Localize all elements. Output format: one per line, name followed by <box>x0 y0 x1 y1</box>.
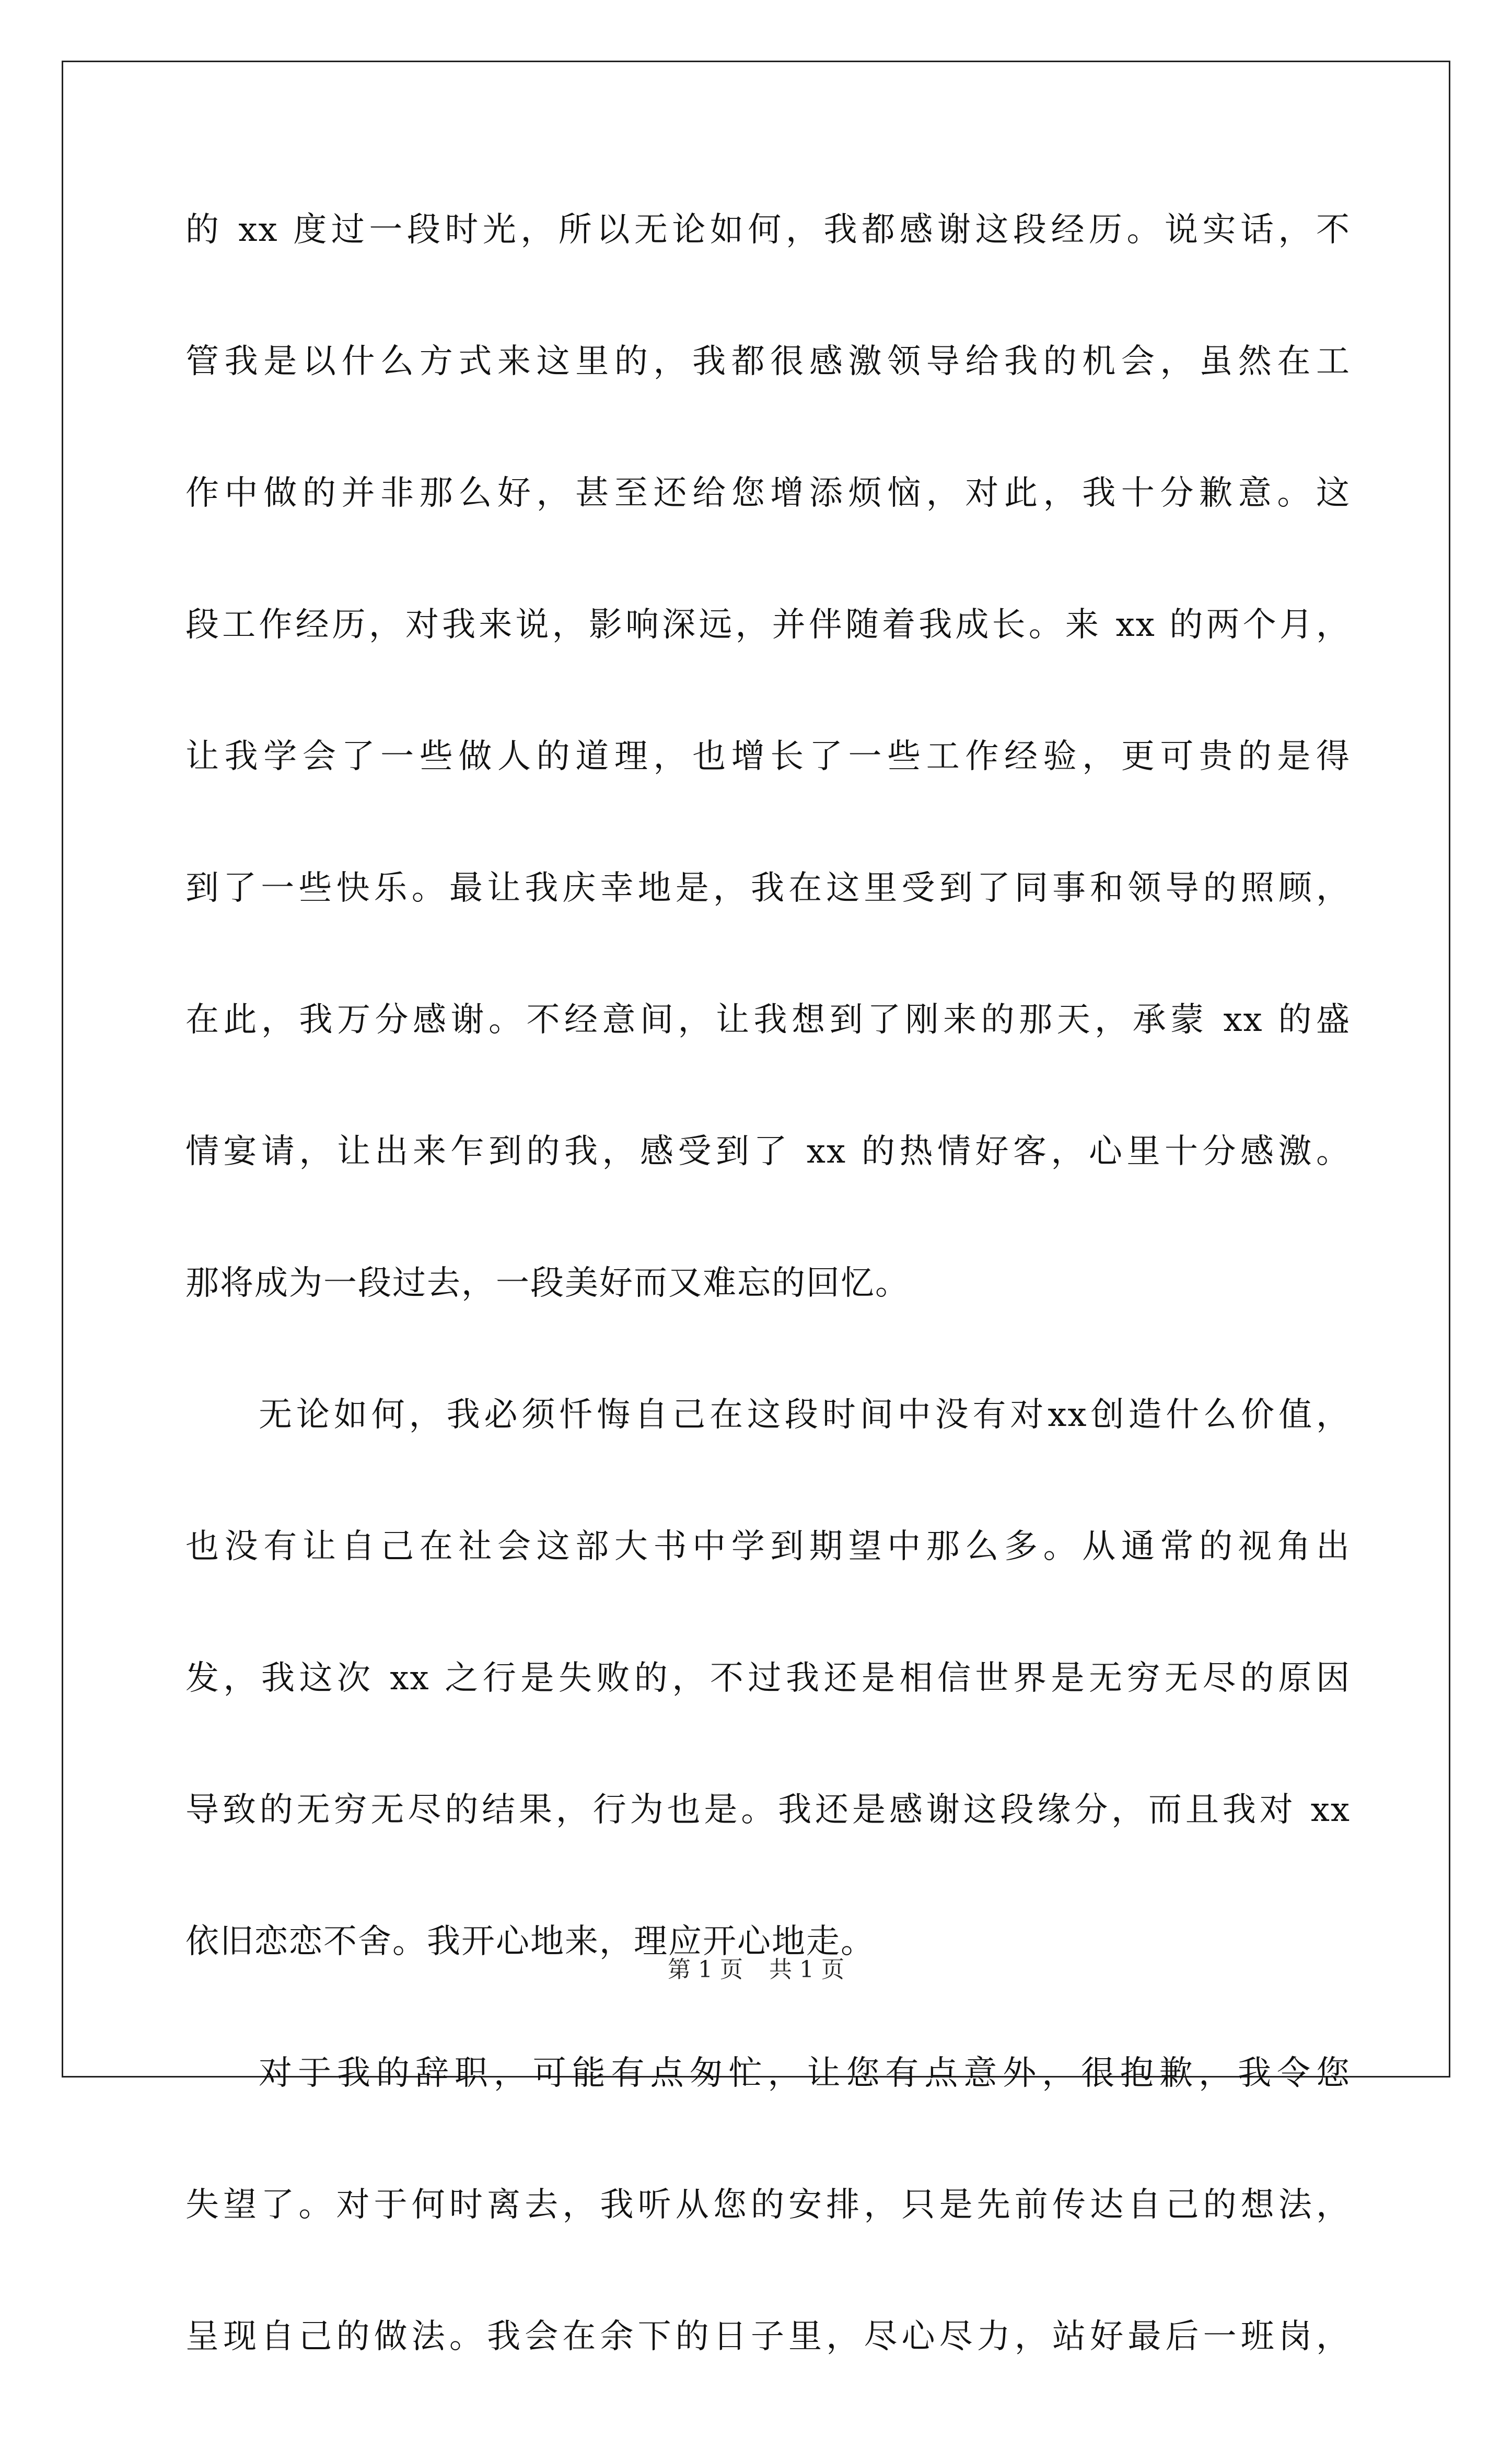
text-line: 失望了。对于何时离去，我听从您的安排，只是先前传达自己的想法， <box>185 2186 1351 2224</box>
text-line: 到了一些快乐。最让我庆幸地是，我在这里受到了同事和领导的照顾， <box>185 869 1351 908</box>
text-line: 管我是以什么方式来这里的，我都很感激领导给我的机会，虽然在工 <box>185 342 1351 381</box>
page-count: 共 1 页 <box>769 1956 844 1983</box>
document-body <box>185 199 1351 2437</box>
text-line: 段工作经历，对我来说，影响深远，并伴随着我成长。来 xx 的两个月， <box>185 606 1351 644</box>
paragraph-first-line: 对于我的辞职，可能有点匆忙，让您有点意外，很抱歉，我令您 <box>259 2054 1351 2093</box>
text-line: 的 xx 度过一段时光，所以无论如何，我都感谢这段经历。说实话，不 <box>185 211 1351 249</box>
text-line: 情宴请，让出来乍到的我，感受到了 xx 的热情好客，心里十分感激。 <box>185 1132 1351 1171</box>
text-line: 呈现自己的做法。我会在余下的日子里，尽心尽力，站好最后一班岗， <box>185 2317 1351 2356</box>
text-line: 那将成为一段过去，一段美好而又难忘的回忆。 <box>185 1264 910 1303</box>
text-line: 在此，我万分感谢。不经意间，让我想到了刚来的那天，承蒙 xx 的盛 <box>185 1001 1351 1039</box>
text-line: 作中做的并非那么好，甚至还给您增添烦恼，对此，我十分歉意。这 <box>185 474 1351 513</box>
text-line: 也没有让自己在社会这部大书中学到期望中那么多。从通常的视角出 <box>185 1527 1351 1566</box>
text-line: 依旧恋恋不舍。我开心地来，理应开心地走。 <box>185 1922 875 1961</box>
text-line: 导致的无穷无尽的结果，行为也是。我还是感谢这段缘分，而且我对 xx <box>185 1791 1351 1829</box>
text-line: 让我学会了一些做人的道理，也增长了一些工作经验，更可贵的是得 <box>185 737 1351 776</box>
text-line: 发，我这次 xx 之行是失败的，不过我还是相信世界是无穷无尽的原因 <box>185 1659 1351 1698</box>
page-footer <box>0 1954 1512 1986</box>
page-number: 第 1 页 <box>668 1956 743 1983</box>
paragraph-first-line: 无论如何，我必须忏悔自己在这段时间中没有对xx创造什么价值， <box>259 1396 1351 1434</box>
